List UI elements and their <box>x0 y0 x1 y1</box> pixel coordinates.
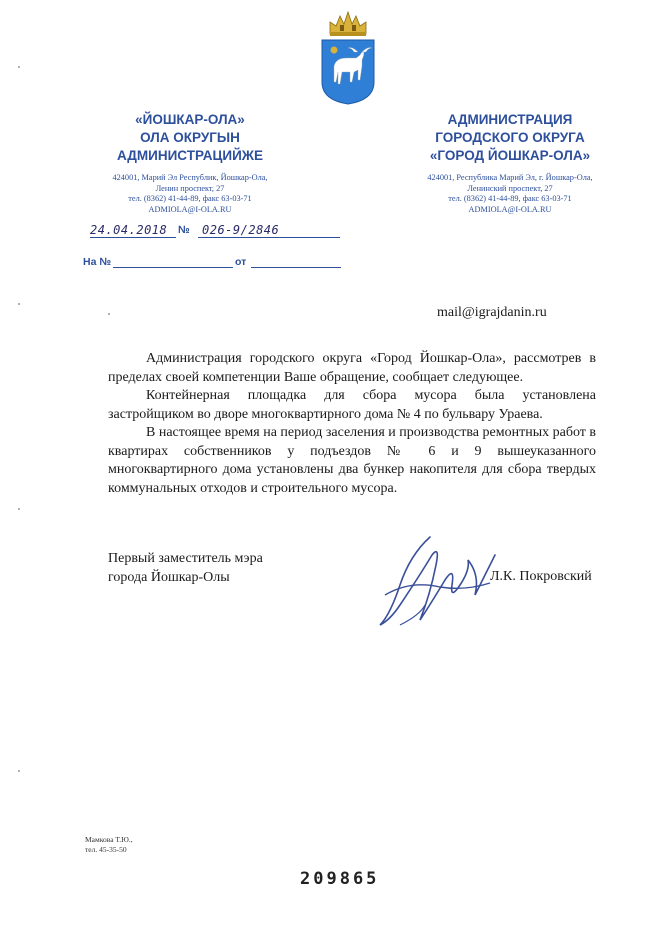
reference-number-underline <box>113 267 233 268</box>
reference-date-underline <box>251 267 341 268</box>
address-left-line2: Ленин проспект, 27 <box>155 183 225 193</box>
address-left-email: ADMIOLA@I-OLA.RU <box>148 204 232 214</box>
address-right-block <box>410 173 610 215</box>
signatory-title-line2: города Йошкар-Олы <box>108 570 230 585</box>
scan-speck <box>18 303 20 305</box>
number-underline <box>198 237 340 238</box>
header-left-line1: «ЙОШКАР-ОЛА» <box>135 112 245 127</box>
recipient-email: mail@igrajdanin.ru <box>437 305 547 320</box>
executor-name: Мамкова Т.Ю., <box>85 835 133 844</box>
body-paragraph-2: Контейнерная площадка для сбора мусора была установлена застройщиком во дворе многоквартирного дома № 4 по бульвару Ураева. <box>108 388 596 422</box>
handwritten-signature <box>370 525 505 645</box>
address-left-line3: тел. (8362) 41-44-89, факс 63-03-71 <box>128 194 252 203</box>
header-right-line3: «ГОРОД ЙОШКАР-ОЛА» <box>429 148 591 163</box>
address-right-line3: тел. (8362) 41-44-89, факс 63-03-71 <box>448 194 572 203</box>
letter-body <box>108 350 596 498</box>
signatory-name: Л.К. Покровский <box>490 569 592 584</box>
header-left-block <box>95 111 285 165</box>
address-right-line2: Ленинский проспект, 27 <box>467 183 553 193</box>
reference-line <box>83 253 343 273</box>
scan-speck <box>108 313 110 315</box>
address-left-line1: 424001, Марий Эл Республик, Йошкар-Ола, <box>112 173 268 182</box>
date-underline <box>90 237 176 238</box>
reference-date-label: от <box>235 256 247 268</box>
header-right-line1: АДМИНИСТРАЦИЯ <box>447 112 573 127</box>
signatory-title <box>108 549 263 587</box>
scan-speck <box>18 66 20 68</box>
registration-number: 026-9/2846 <box>202 223 280 237</box>
scan-speck <box>18 770 20 772</box>
executor-info <box>85 835 133 855</box>
executor-phone: тел. 45-35-50 <box>85 845 127 854</box>
reference-number-label: На № <box>83 256 112 268</box>
registration-date: 24.04.2018 <box>90 223 168 237</box>
document-serial-number: 209865 <box>300 869 380 889</box>
address-right-email: ADMIOLA@I-OLA.RU <box>468 204 552 214</box>
registration-line <box>90 220 340 240</box>
city-coat-of-arms-icon <box>318 10 378 106</box>
header-right-line2: ГОРОДСКОГО ОКРУГА <box>435 130 585 145</box>
body-paragraph-3: В настоящее время на период заселения и производства ремонтных работ в квартирах собственников у подъездов № 6 и 9 вышеуказанного многоквартирного дома установлены два бункер накопителя для сбора твердых коммунальных отходов и строительного мусора. <box>108 425 596 496</box>
signatory-title-line1: Первый заместитель мэра <box>108 551 263 566</box>
header-left-line2: ОЛА ОКРУГЫН <box>140 130 240 145</box>
header-right-block <box>405 111 615 165</box>
address-right-line1: 424001, Республика Марий Эл, г. Йошкар-Ола, <box>427 173 593 182</box>
header-left-line3: АДМИНИСТРАЦИЙЖЕ <box>117 148 263 163</box>
registration-number-label: № <box>178 224 190 236</box>
address-left-block <box>95 173 285 215</box>
body-paragraph-1: Администрация городского округа «Город Йошкар-Ола», рассмотрев в пределах своей компетенции Ваше обращение, сообщает следующее. <box>108 351 596 385</box>
scan-speck <box>18 508 20 510</box>
